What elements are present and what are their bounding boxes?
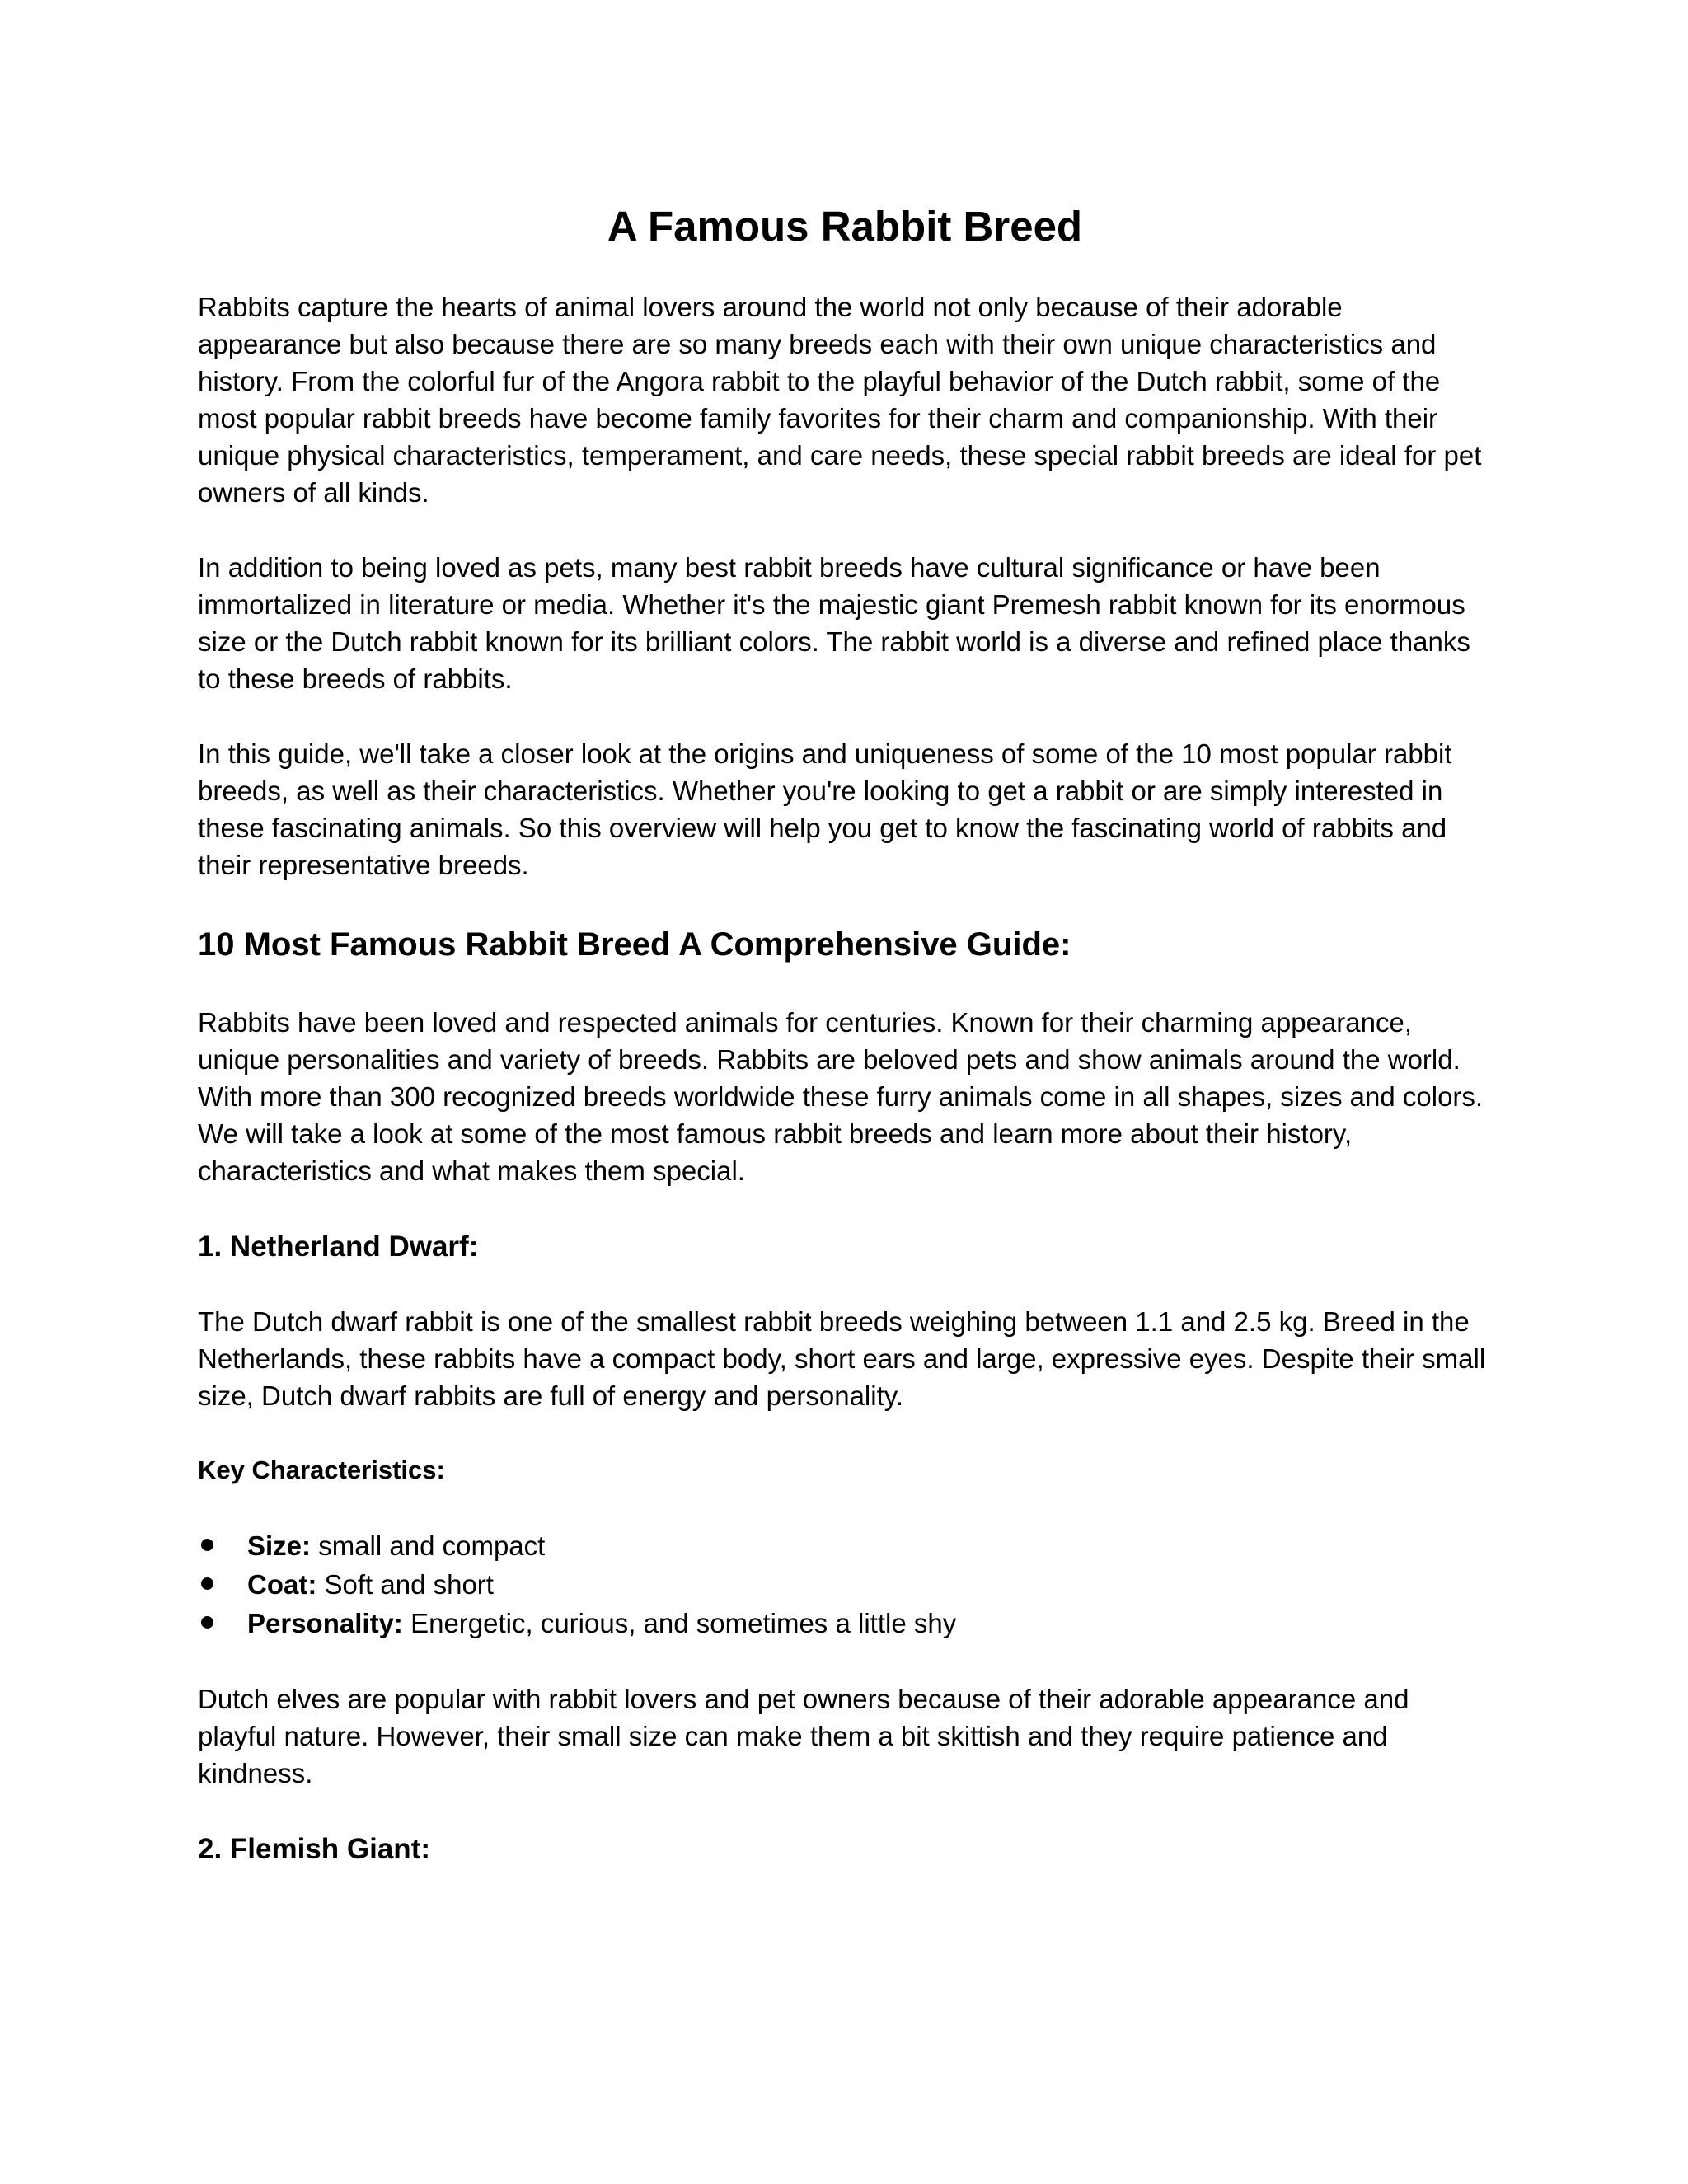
page-title: A Famous Rabbit Breed	[607, 203, 1083, 250]
characteristic-term: Size:	[247, 1530, 312, 1561]
list-item	[198, 1565, 1492, 1604]
bullet-icon	[201, 1616, 213, 1629]
characteristic-text: small and compact	[311, 1530, 546, 1561]
characteristic-text: Soft and short	[316, 1569, 494, 1600]
breed-2-heading: 2. Flemish Giant:	[198, 1833, 430, 1865]
characteristics-list	[198, 1526, 1492, 1643]
characteristic-term: Coat:	[247, 1569, 317, 1600]
intro-paragraph-3: In this guide, we'll take a closer look at the origins and uniqueness of some of the 10 most popular rabbit breeds, as well as their characteristics. Whether you're looking to get a rabbit or are simply interested in these fascinating animals. So this overview will help you get to know the fascinating world of rabbits and their representative breeds.	[198, 738, 1452, 880]
breed-1-closing: Dutch elves are popular with rabbit lovers and pet owners because of their adorable appearance and playful nature. However, their small size can make them a bit skittish and they require patience and kindness.	[198, 1684, 1409, 1788]
intro-paragraph-1: Rabbits capture the hearts of animal lovers around the world not only because of their adorable appearance but also because there are so many breeds each with their own unique characteristics and history. From the colorful fur of the Angora rabbit to the playful behavior of the Dutch rabbit, some of the most popular rabbit breeds have become family favorites for their charm and companionship. With their unique physical characteristics, temperament, and care needs, these special rabbit breeds are ideal for pet owners of all kinds.	[198, 292, 1482, 508]
list-item	[198, 1526, 1492, 1565]
breed-1-description: The Dutch dwarf rabbit is one of the smallest rabbit breeds weighing between 1.1 and 2.5 kg. Breed in the Netherlands, these rabbits have a compact body, short ears and large, expressive eyes. Despite their small size, Dutch dwarf rabbits are full of energy and personality.	[198, 1306, 1486, 1411]
bullet-icon	[201, 1539, 213, 1551]
key-characteristics-heading: Key Characteristics:	[198, 1455, 445, 1484]
document-page	[198, 198, 1492, 1905]
guide-paragraph: Rabbits have been loved and respected animals for centuries. Known for their charming appearance, unique personalities and variety of breeds. Rabbits are beloved pets and show animals around the world. With more than 300 recognized breeds worldwide these furry animals come in all shapes, sizes and colors. We will take a look at some of the most famous rabbit breeds and learn more about their history, characteristics and what makes them special.	[198, 1007, 1484, 1186]
breed-1-heading: 1. Netherland Dwarf:	[198, 1230, 479, 1263]
intro-paragraph-2: In addition to being loved as pets, many best rabbit breeds have cultural significance or have been immortalized in literature or media. Whether it's the majestic giant Premesh rabbit known for its enormous size or the Dutch rabbit known for its brilliant colors. The rabbit world is a diverse and refined place thanks to these breeds of rabbits.	[198, 552, 1470, 694]
list-item	[198, 1604, 1492, 1643]
guide-heading: 10 Most Famous Rabbit Breed A Comprehensive Guide:	[198, 926, 1071, 963]
characteristic-text: Energetic, curious, and sometimes a little shy	[402, 1608, 957, 1638]
characteristic-term: Personality:	[247, 1608, 403, 1638]
bullet-icon	[201, 1577, 213, 1590]
